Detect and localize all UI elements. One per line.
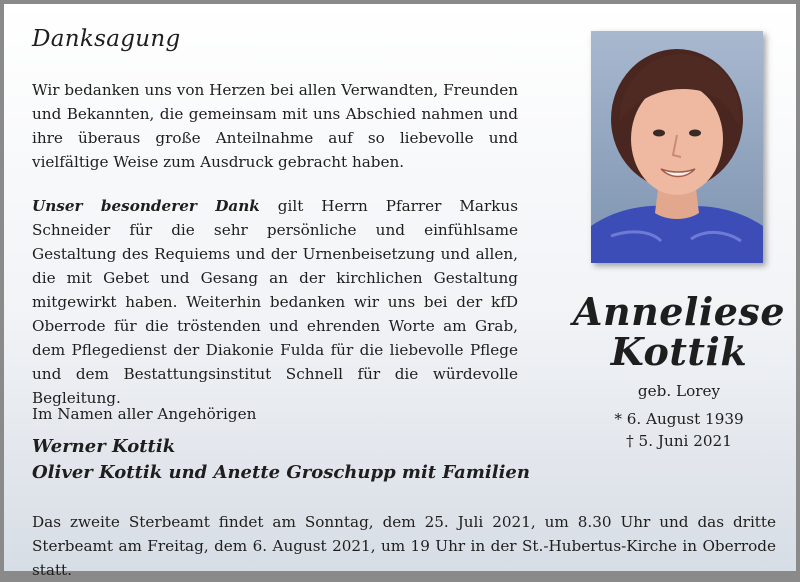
- obituary-notice: [4, 4, 796, 579]
- portrait-illustration: [591, 31, 763, 263]
- special-thanks-paragraph: [32, 194, 518, 410]
- maiden-name: geb. Lorey: [637, 382, 721, 400]
- signer: Oliver Kottik und Anette Groschupp mit Familien: [32, 462, 530, 483]
- notice-heading: Danksagung: [32, 26, 181, 52]
- special-thanks-emphasis: Unser besonderer Dank: [32, 197, 260, 215]
- special-thanks-text: gilt Herrn Pfarrer Markus Schneider für die sehr persönliche und einfühlsame Gestaltung des Requiems und der Urnenbeisetzung und allen, die mit Gebet und Gesang an der kirchlichen Gestaltung mitgewirkt haben. Weiterhin bedanken wir uns bei der kfD Oberrode für die tröstenden und ehrenden Worte am Grab, dem Pflegedienst der Diakonie Fulda für die liebevolle Pflege und dem Bestattungsinstitut Schnell für die würdevolle Begleitung.: [32, 197, 518, 407]
- deceased-first-name: Anneliese: [572, 289, 786, 334]
- signers-list: [32, 434, 530, 486]
- signer: Werner Kottik: [32, 436, 176, 457]
- death-date: † 5. Juni 2021: [626, 432, 732, 450]
- memorial-service-note: Das zweite Sterbeamt findet am Sonntag, dem 25. Juli 2021, um 8.30 Uhr und das dritte Sterbeamt am Freitag, dem 6. August 2021, um 19 Uhr in der St.-Hubertus-Kirche in Oberrode statt.: [32, 513, 776, 579]
- birth-date: * 6. August 1939: [614, 410, 744, 428]
- thanks-paragraph: Wir bedanken uns von Herzen bei allen Verwandten, Freunden und Bekannten, die gemeinsam mit uns Abschied nahmen und ihre überaus große Anteilnahme auf so liebevolle und vielfältige Weise zum Ausdruck gebracht haben.: [32, 81, 518, 171]
- deceased-last-name: Kottik: [610, 329, 748, 374]
- closing-line: Im Namen aller Angehörigen: [32, 405, 257, 423]
- portrait-photo: [591, 31, 763, 263]
